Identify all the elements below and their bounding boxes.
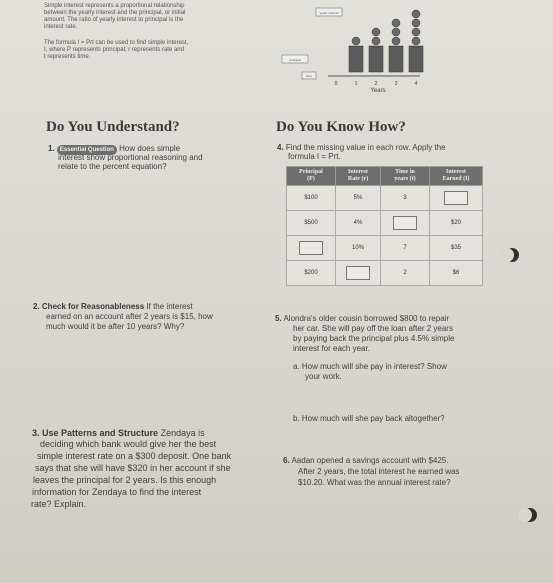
intro-line-5: The formula I = Prt can be used to find simple interest, [44, 40, 189, 46]
interest-coin [352, 37, 360, 45]
question-3-line-6: information for Zendaya to find the interest [32, 487, 202, 497]
question-5-line-3: by paying back the principal plus 4.5% simple [293, 334, 455, 343]
table-header-rate: Interest Rate (r) [336, 167, 381, 186]
question-4-number: 4. [277, 143, 284, 152]
figure-label-time: time [306, 74, 312, 78]
interest-coin [392, 37, 400, 45]
table-cell: $500 [287, 211, 336, 236]
table-cell: 3 [381, 186, 430, 211]
table-cell: 7 [381, 236, 430, 261]
question-2-number: 2. [33, 302, 40, 311]
question-1-line-3: relate to the percent equation? [58, 162, 167, 171]
figure-tick-1: 1 [354, 81, 358, 87]
question-3-line-2: deciding which bank would give her the best [40, 439, 217, 449]
table-header-row [287, 167, 483, 186]
question-5 [275, 314, 449, 324]
answer-box[interactable] [393, 216, 417, 230]
table-row [287, 186, 483, 211]
question-6-number: 6. [283, 456, 290, 465]
table-cell: 2 [381, 261, 430, 286]
principal-stack [389, 46, 403, 72]
interest-figure [280, 2, 450, 94]
heading-do-you-know-how: Do You Know How? [276, 119, 406, 135]
interest-coin [412, 19, 420, 27]
question-3-number: 3. [32, 428, 40, 438]
question-2-label: Check for Reasonableness [41, 302, 145, 311]
question-6-line-3: $10.20. What was the annual interest rate? [298, 478, 451, 487]
question-3 [32, 428, 205, 438]
question-2-line-2: earned on an account after 2 years is $15, how [46, 312, 213, 321]
question-3-line-7: rate? Explain. [31, 499, 87, 509]
intro-line-1: Simple interest represents a proportional relationship [44, 3, 185, 9]
figure-label-principal: principal [289, 58, 301, 62]
table-row [287, 261, 483, 286]
figure-label-yearly-interest: yearly interest [319, 11, 339, 15]
question-1-line-2: interest show proportional reasoning and [58, 153, 203, 162]
table-row [287, 211, 483, 236]
question-5-line-4: interest for each year. [293, 344, 370, 353]
question-5-number: 5. [275, 314, 282, 323]
question-4-line-1: Find the missing value in each row. Apply the [285, 143, 446, 152]
question-5b: b. How much will she pay back altogether? [293, 414, 445, 423]
table-cell: 10% [336, 236, 381, 261]
question-6 [283, 456, 448, 466]
table-cell: $6 [430, 261, 483, 286]
question-4-line-2: formula I = Prt. [288, 152, 341, 161]
essential-question-badge: Essential Question [57, 145, 117, 155]
heading-do-you-understand: Do You Understand? [46, 119, 180, 135]
question-1-number: 1. [48, 144, 55, 153]
intro-line-2: between the yearly interest and the principal, or initial [44, 10, 186, 16]
interest-coin [372, 28, 380, 36]
question-2-line-3: much would it be after 10 years? Why? [46, 322, 185, 331]
figure-tick-4: 4 [414, 81, 418, 87]
decorative-crescent-mark [523, 508, 537, 522]
figure-tick-2: 2 [374, 81, 378, 87]
interest-coin [412, 10, 420, 18]
table-cell: $20 [430, 211, 483, 236]
interest-coin [392, 19, 400, 27]
question-5-line-1: Alondra's older cousin borrowed $800 to repair [283, 314, 450, 323]
principal-stack [349, 46, 363, 72]
question-3-line-5: leaves the principal for 2 years. Is this enough [33, 475, 217, 485]
question-3-label: Use Patterns and Structure [42, 428, 159, 438]
question-5-line-2: her car. She will pay off the loan after 2 years [293, 324, 453, 333]
figure-tick-0: 0 [334, 81, 338, 87]
question-2 [33, 302, 193, 312]
answer-box[interactable] [346, 266, 370, 280]
table-header-interest-earned: Interest Earned (I) [430, 167, 483, 186]
decorative-crescent-mark [505, 248, 519, 262]
question-3-line-4: says that she will have $320 in her account if she [35, 463, 231, 473]
table-cell [336, 261, 381, 286]
table-cell: $200 [287, 261, 336, 286]
figure-stacks [349, 10, 423, 72]
question-2-line-1: If the interest [146, 302, 193, 311]
table-cell: 5% [336, 186, 381, 211]
table-cell: $100 [287, 186, 336, 211]
question-6-line-2: After 2 years, the total interest he earned was [298, 467, 460, 476]
question-5a-line-1: a. How much will she pay in interest? Show [293, 362, 447, 371]
table-cell [430, 186, 483, 211]
table-cell [287, 236, 336, 261]
interest-coin [412, 28, 420, 36]
intro-line-4: interest rate. [44, 24, 78, 30]
intro-line-6: I, where P represents principal, r represents rate and [44, 47, 184, 53]
interest-coin [412, 37, 420, 45]
table-header-principal: Principal (P) [287, 167, 336, 186]
question-1-line-1: How does simple [119, 144, 181, 153]
question-5a-line-2: your work. [305, 372, 342, 381]
principal-stack [409, 46, 423, 72]
figure-tick-3: 3 [394, 81, 398, 87]
interest-coin [392, 28, 400, 36]
interest-table [286, 166, 483, 286]
table-cell: 4% [336, 211, 381, 236]
question-3-line-1: Zendaya is [160, 428, 205, 438]
question-6-line-1: Aadan opened a savings account with $425. [291, 456, 449, 465]
table-cell: $35 [430, 236, 483, 261]
intro-line-7: t represents time. [44, 54, 91, 60]
question-3-line-3: simple interest rate on a $300 deposit. One bank [37, 451, 232, 461]
principal-stack [369, 46, 383, 72]
intro-line-3: amount. The ratio of yearly interest to principal is the [44, 17, 184, 23]
answer-box[interactable] [444, 191, 468, 205]
table-row [287, 236, 483, 261]
figure-xlabel: Years [370, 88, 386, 94]
interest-coin [372, 37, 380, 45]
answer-box[interactable] [299, 241, 323, 255]
table-cell [381, 211, 430, 236]
table-header-time: Time in years (t) [381, 167, 430, 186]
